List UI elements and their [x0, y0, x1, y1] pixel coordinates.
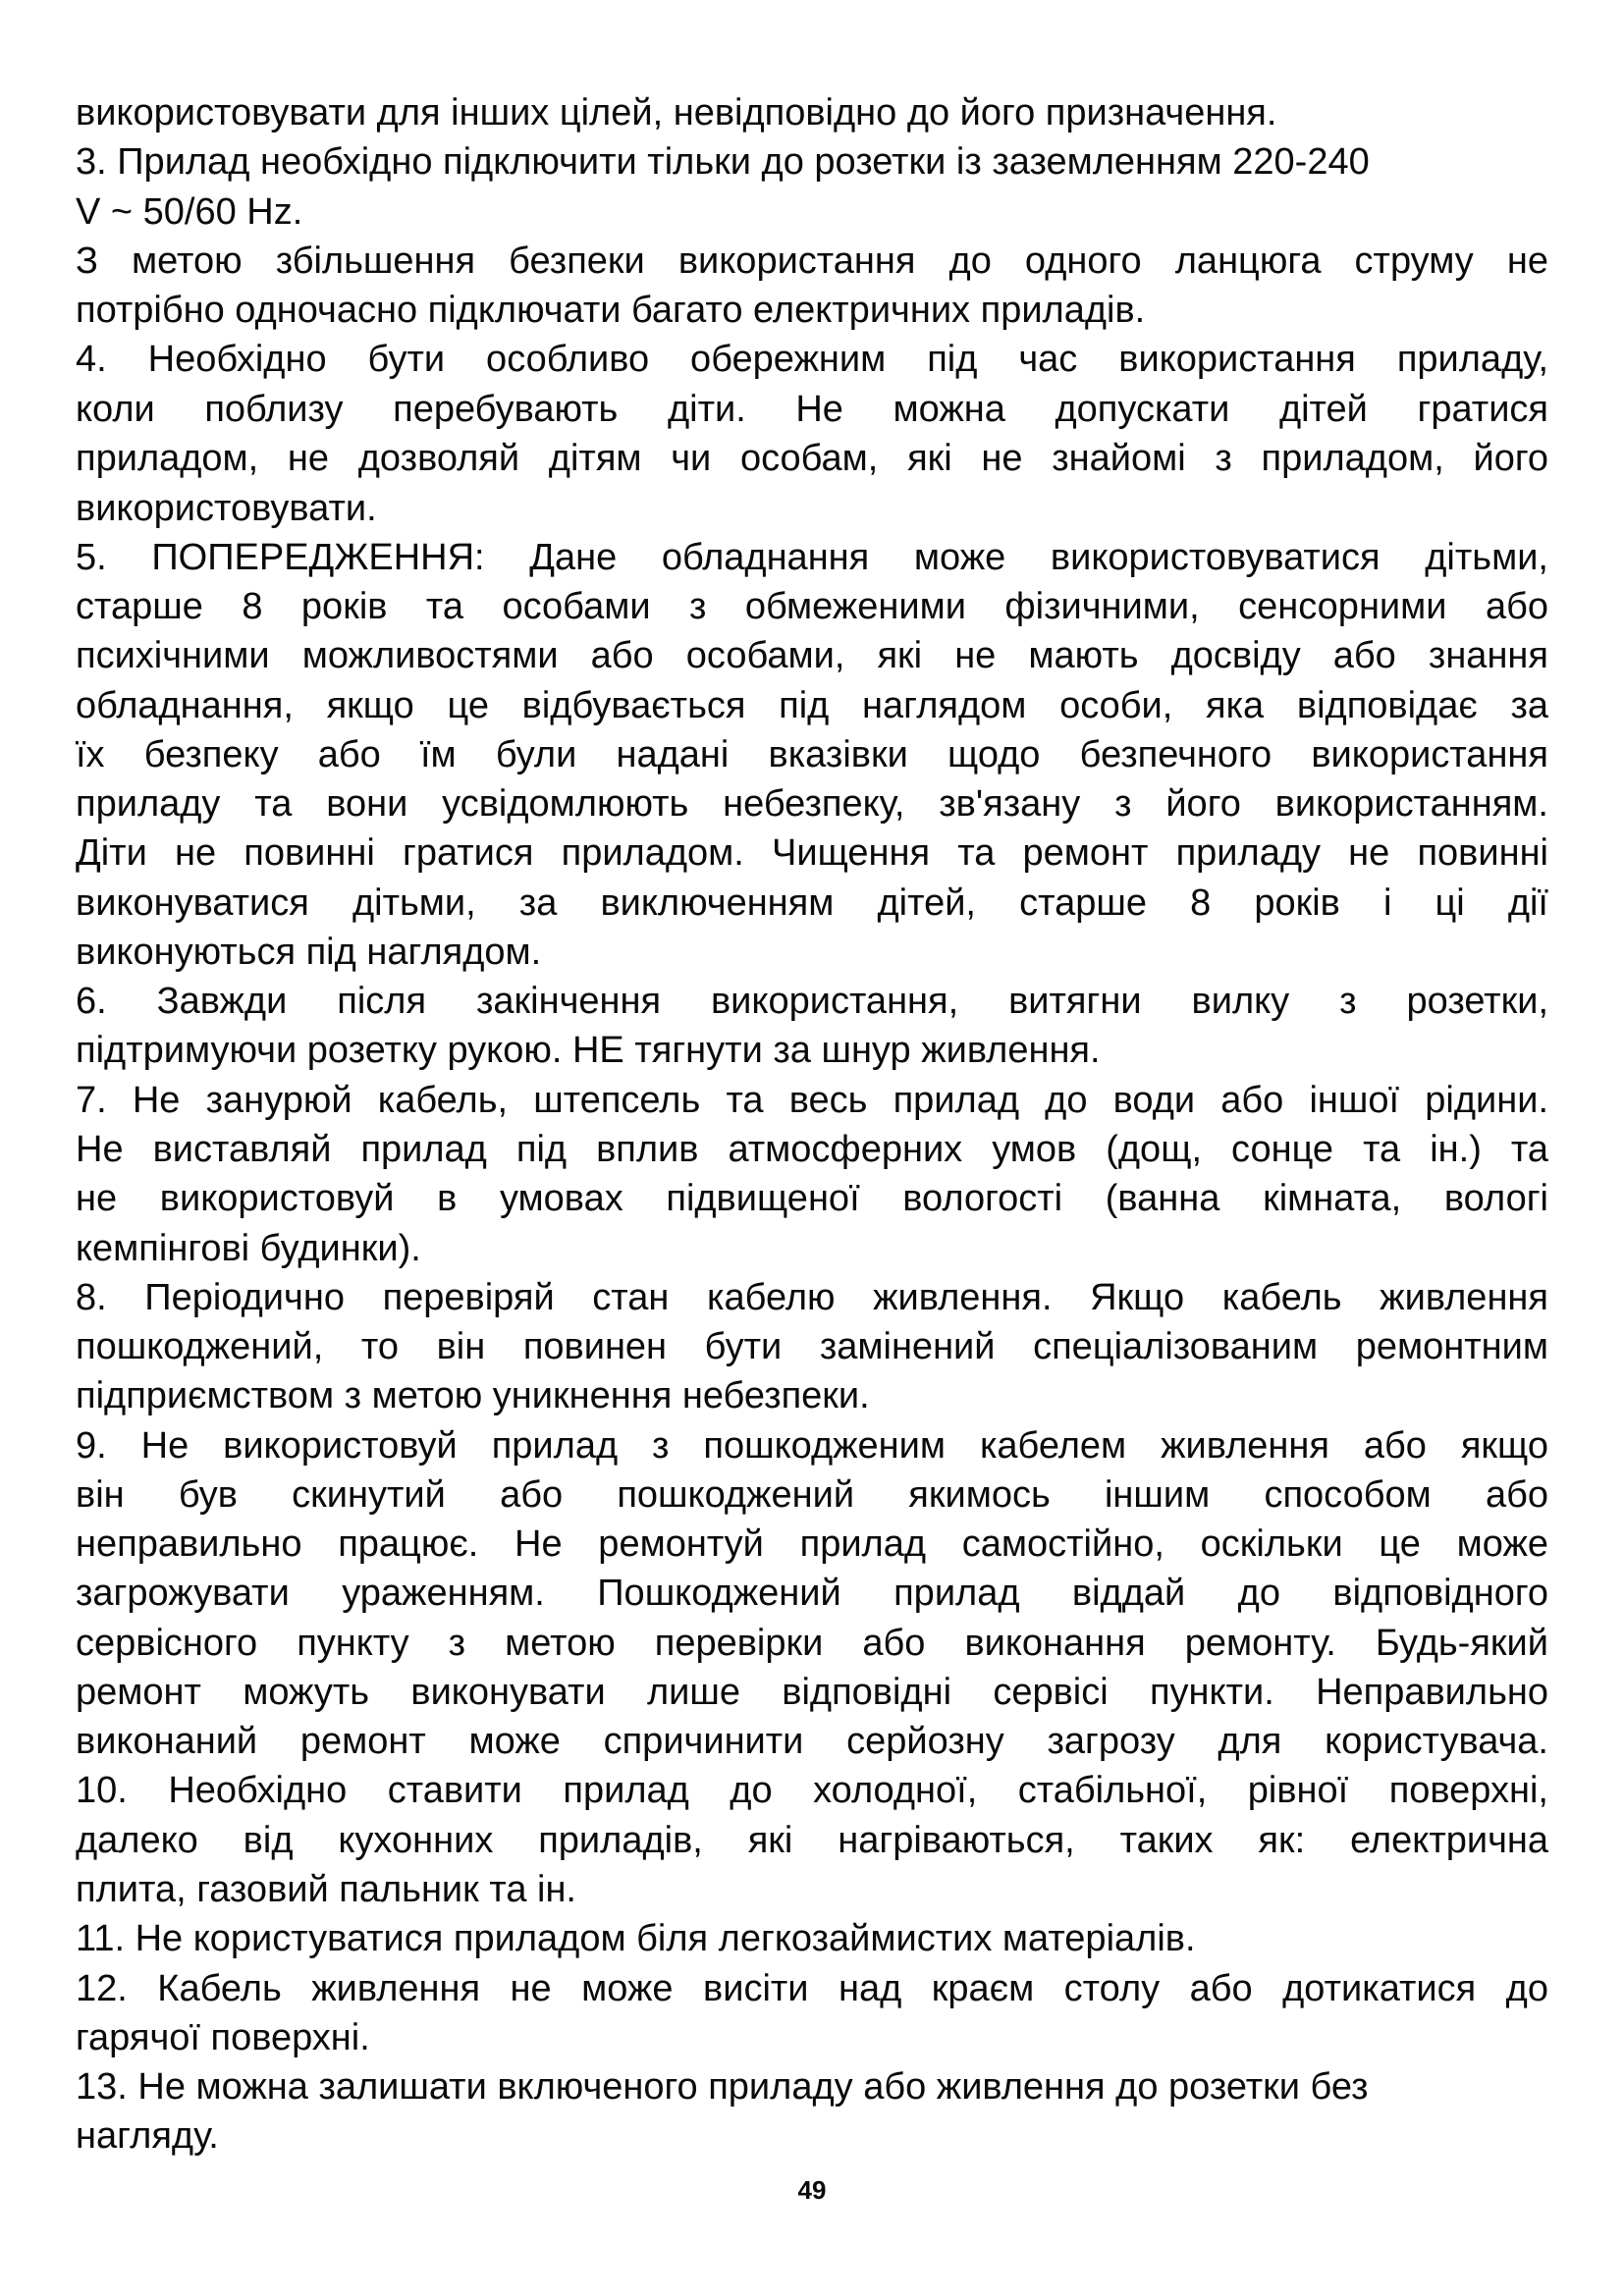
- text-line: плита, газовий пальник та ін.: [76, 1869, 576, 1910]
- page-number: 49: [797, 2175, 827, 2205]
- text-line: Діти не повинні гратися приладом. Чищення та ремонт приладу не повинні: [76, 832, 1548, 874]
- text-line: старше 8 років та особами з обмеженими фізичними, сенсорними або: [76, 586, 1548, 627]
- text-line: сервісного пункту з метою перевірки або виконання ремонту. Будь-який: [76, 1623, 1548, 1664]
- text-line: 9. Не використовуй прилад з пошкодженим кабелем живлення або якщо: [76, 1425, 1548, 1467]
- text-line: 6. Завжди після закінчення використання, витягни вилку з розетки,: [76, 981, 1548, 1022]
- text-line: підтримуючи розетку рукою. НЕ тягнути за шнур живлення.: [76, 1030, 1101, 1071]
- text-line: 4. Необхідно бути особливо обережним під час використання приладу,: [76, 339, 1548, 380]
- text-line: коли поблизу перебувають діти. Не можна допускати дітей гратися: [76, 389, 1548, 430]
- text-line: 11. Не користуватися приладом біля легкозаймистих матеріалів.: [76, 1918, 1196, 1959]
- text-line: гарячої поверхні.: [76, 2017, 370, 2058]
- text-line: він був скинутий або пошкоджений якимось іншим способом або: [76, 1474, 1548, 1516]
- text-line: використовувати для інших цілей, невідповідно до його призначення.: [76, 92, 1277, 133]
- text-line: ремонт можуть виконувати лише відповідні сервісі пункти. Неправильно: [76, 1672, 1548, 1713]
- text-line: Не виставляй прилад під вплив атмосферних умов (дощ, сонце та ін.) та: [76, 1129, 1548, 1170]
- text-line: 13. Не можна залишати включеного приладу або живлення до розетки без: [76, 2066, 1369, 2108]
- text-line: пошкоджений, то він повинен бути замінений спеціалізованим ремонтним: [76, 1326, 1548, 1367]
- text-line: кемпінгові будинки).: [76, 1228, 421, 1269]
- text-line: виконуватися дітьми, за виключенням дітей, старше 8 років і ці дії: [76, 882, 1548, 924]
- text-line: 7. Не занурюй кабель, штепсель та весь прилад до води або іншої рідини.: [76, 1080, 1548, 1121]
- text-line: загрожувати ураженням. Пошкоджений прилад віддай до відповідного: [76, 1573, 1548, 1614]
- text-line: 12. Кабель живлення не може висіти над краєм столу або дотикатися до: [76, 1968, 1548, 2009]
- text-line: виконаний ремонт може спричинити серйозну загрозу для користувача.: [76, 1721, 1548, 1762]
- text-line: V ~ 50/60 Hz.: [76, 191, 303, 233]
- text-line: 5. ПОПЕРЕДЖЕННЯ: Дане обладнання може використовуватися дітьми,: [76, 537, 1548, 578]
- text-line: З метою збільшення безпеки використання до одного ланцюга струму не: [76, 240, 1548, 282]
- text-line: не використовуй в умовах підвищеної вологості (ванна кімната, вологі: [76, 1178, 1548, 1219]
- text-line: приладу та вони усвідомлюють небезпеку, зв'язану з його використанням.: [76, 783, 1548, 825]
- text-line: приладом, не дозволяй дітям чи особам, які не знайомі з приладом, його: [76, 438, 1548, 479]
- text-line: 10. Необхідно ставити прилад до холодної, стабільної, рівної поверхні,: [76, 1770, 1548, 1811]
- text-line: 8. Періодично перевіряй стан кабелю живлення. Якщо кабель живлення: [76, 1277, 1548, 1318]
- text-line: психічними можливостями або особами, які не мають досвіду або знання: [76, 635, 1548, 676]
- text-line: використовувати.: [76, 488, 377, 529]
- text-line: підприємством з метою уникнення небезпеки.: [76, 1375, 870, 1416]
- text-line: потрібно одночасно підключати багато електричних приладів.: [76, 290, 1146, 331]
- text-line: неправильно працює. Не ремонтуй прилад самостійно, оскільки це може: [76, 1523, 1548, 1565]
- text-line: нагляду.: [76, 2115, 219, 2157]
- text-line: обладнання, якщо це відбувається під наглядом особи, яка відповідає за: [76, 685, 1548, 726]
- text-line: виконуються під наглядом.: [76, 932, 542, 973]
- text-line: їх безпеку або їм були надані вказівки щодо безпечного використання: [76, 734, 1548, 775]
- text-line: далеко від кухонних приладів, які нагріваються, таких як: електрична: [76, 1820, 1548, 1861]
- text-line: 3. Прилад необхідно підключити тільки до розетки із заземленням 220-240: [76, 141, 1370, 183]
